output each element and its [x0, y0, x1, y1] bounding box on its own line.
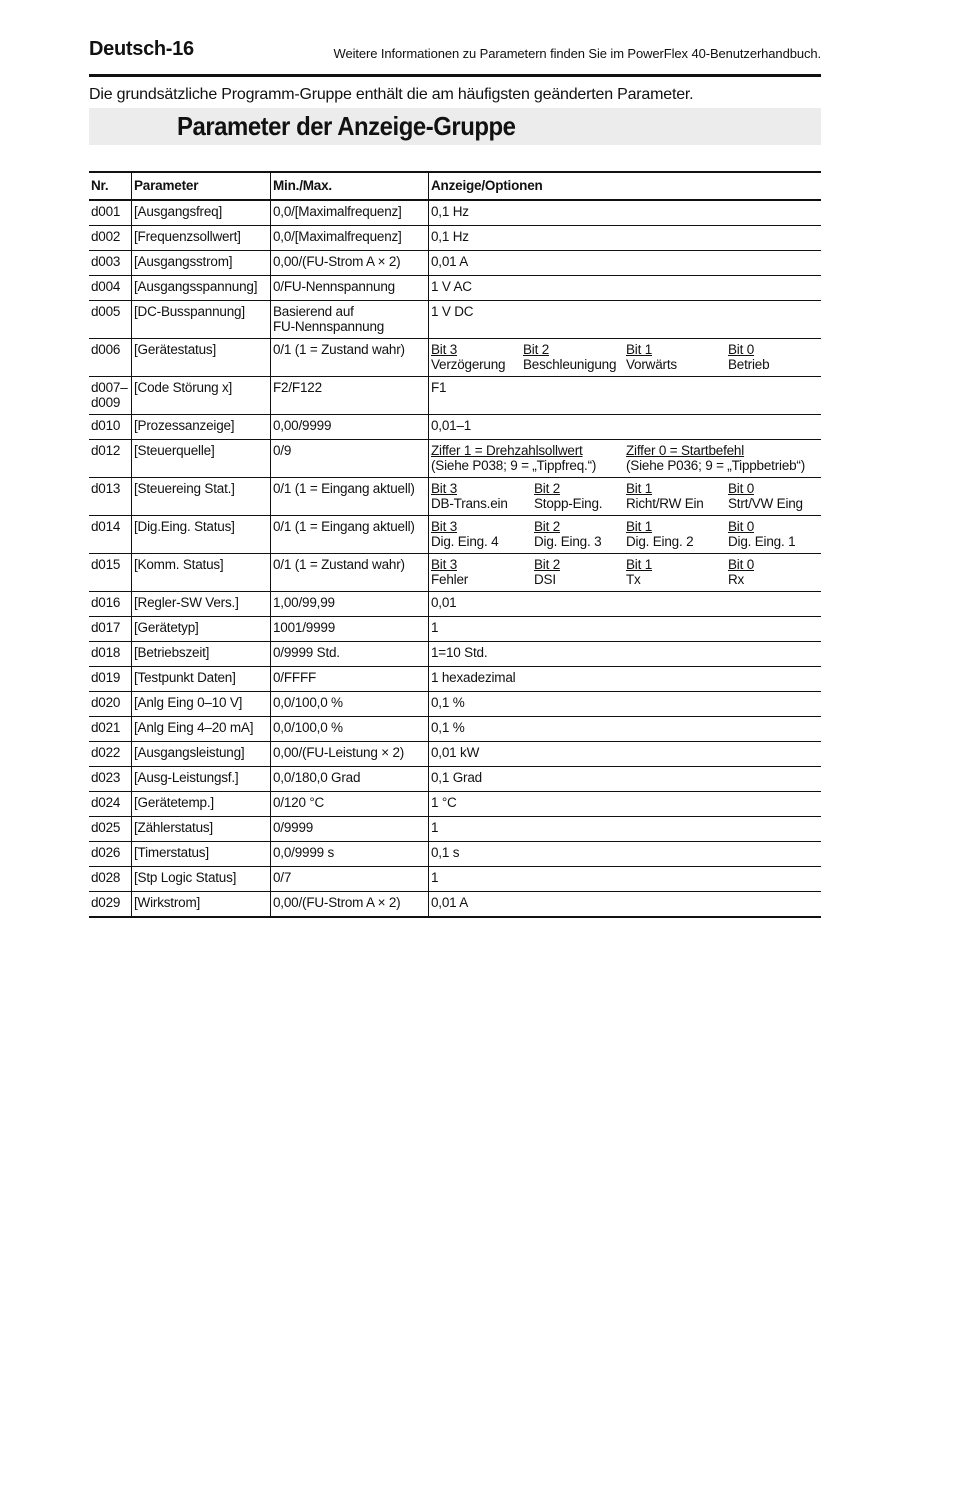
option-bit: Bit 2 [534, 518, 561, 534]
option-label: DB-Trans.ein [431, 496, 508, 511]
cell-minmax-text: 0,00/(FU-Strom A × 2) [273, 253, 401, 269]
option-item [626, 443, 805, 474]
cell-nr-text: d004 [91, 278, 121, 294]
cell-nr-text: d010 [91, 417, 121, 433]
cell-minmax [271, 414, 429, 439]
option-bit: Bit 0 [728, 341, 755, 357]
cell-minmax [271, 439, 429, 477]
cell-display [429, 477, 822, 515]
table-row [89, 300, 821, 338]
cell-nr-text: d016 [91, 594, 121, 610]
table-row [89, 866, 821, 891]
option-bit: Bit 0 [728, 518, 755, 534]
cell-nr [89, 891, 132, 917]
cell-nr-text: d012 [91, 442, 121, 458]
cell-minmax-text: F2/F122 [273, 379, 322, 395]
option-item [431, 557, 534, 588]
cell-nr [89, 275, 132, 300]
cell-minmax [271, 200, 429, 226]
cell-parameter: [Zählerstatus] [132, 816, 271, 841]
cell-parameter: [DC-Busspannung] [132, 300, 271, 338]
cell-parameter: [Anlg Eing 4–20 mA] [132, 716, 271, 741]
cell-minmax-text: 1001/9999 [273, 619, 336, 635]
cell-display: 1=10 Std. [429, 641, 822, 666]
cell-minmax-text: 0/120 °C [273, 794, 325, 810]
cell-minmax [271, 477, 429, 515]
title-band [89, 108, 821, 145]
cell-minmax-text-2: FU-Nennspannung [273, 319, 385, 334]
intro-text: Die grundsätzliche Programm-Gruppe enthält die am häufigsten geänderten Parameter. [89, 86, 694, 103]
cell-nr-text: d025 [91, 819, 121, 835]
option-bit: Bit 3 [431, 518, 458, 534]
cell-nr [89, 553, 132, 591]
cell-display: 1 [429, 616, 822, 641]
option-item [534, 519, 626, 550]
cell-nr-text: d002 [91, 228, 121, 244]
option-bit: Bit 1 [626, 480, 653, 496]
cell-minmax-text: 0/9999 Std. [273, 644, 340, 660]
cell-minmax-text: 0,0/9999 s [273, 844, 335, 860]
option-label: Rx [728, 572, 745, 587]
option-bit: Bit 3 [431, 556, 458, 572]
cell-display: 0,1 Grad [429, 766, 822, 791]
cell-minmax [271, 553, 429, 591]
cell-minmax [271, 766, 429, 791]
cell-minmax-text: 0/1 (1 = Zustand wahr) [273, 341, 405, 357]
option-label: Vorwärts [626, 357, 677, 372]
cell-parameter: [Ausgangsfreq] [132, 200, 271, 226]
cell-nr-text: d019 [91, 669, 121, 685]
cell-minmax-text: 0/1 (1 = Zustand wahr) [273, 556, 405, 572]
table-row [89, 691, 821, 716]
cell-parameter: [Ausgangsspannung] [132, 275, 271, 300]
option-item [431, 519, 534, 550]
cell-nr [89, 225, 132, 250]
cell-parameter: [Dig.Eing. Status] [132, 515, 271, 553]
option-bit: Bit 2 [534, 480, 561, 496]
cell-minmax-text: 0/FU-Nennspannung [273, 278, 395, 294]
cell-display: 0,01 A [429, 250, 822, 275]
cell-parameter: [Stp Logic Status] [132, 866, 271, 891]
option-bit: Bit 2 [523, 341, 550, 357]
cell-minmax-text: 0/7 [273, 869, 292, 885]
table-row [89, 200, 821, 226]
cell-nr [89, 741, 132, 766]
option-bit: Ziffer 1 = Drehzahlsollwert [431, 442, 583, 458]
cell-nr-text: d020 [91, 694, 121, 710]
cell-nr [89, 866, 132, 891]
table-row [89, 275, 821, 300]
cell-nr [89, 250, 132, 275]
option-bit: Bit 0 [728, 556, 755, 572]
option-bit: Bit 1 [626, 556, 653, 572]
option-label: Dig. Eing. 1 [728, 534, 796, 549]
cell-nr [89, 816, 132, 841]
option-label: DSI [534, 572, 556, 587]
option-bit: Bit 3 [431, 341, 458, 357]
options-group [431, 342, 819, 373]
option-item [626, 519, 728, 550]
cell-minmax-text: 0,0/[Maximalfrequenz] [273, 228, 402, 244]
option-item [534, 481, 626, 512]
option-label: (Siehe P036; 9 = „Tippbetrieb“) [626, 458, 806, 473]
cell-minmax [271, 791, 429, 816]
table-row [89, 553, 821, 591]
cell-nr-text: d003 [91, 253, 121, 269]
cell-parameter: [Gerätetyp] [132, 616, 271, 641]
table-row [89, 841, 821, 866]
option-item [431, 481, 534, 512]
option-item [431, 342, 523, 373]
table-row [89, 250, 821, 275]
cell-minmax [271, 741, 429, 766]
cell-display: 0,1 s [429, 841, 822, 866]
cell-minmax [271, 716, 429, 741]
option-item [728, 519, 795, 550]
cell-nr-text: d024 [91, 794, 121, 810]
cell-minmax-text: 0/1 (1 = Eingang aktuell) [273, 480, 415, 496]
column-header-minmax: Min./Max. [271, 172, 429, 200]
parameter-table [89, 171, 821, 918]
cell-display: 1 V DC [429, 300, 822, 338]
cell-minmax [271, 891, 429, 917]
options-group [431, 443, 819, 474]
cell-parameter: [Ausgangsstrom] [132, 250, 271, 275]
cell-minmax [271, 250, 429, 275]
cell-display: 0,1 % [429, 716, 822, 741]
option-item [431, 443, 626, 474]
cell-display [429, 515, 822, 553]
option-item [728, 342, 769, 373]
table-row [89, 376, 821, 414]
cell-nr-text: d005 [91, 303, 121, 319]
cell-minmax-text: 0/9 [273, 442, 292, 458]
table-row [89, 816, 821, 841]
option-bit: Bit 2 [534, 556, 561, 572]
page-header [89, 38, 821, 77]
header-note: Weitere Informationen zu Parametern finden Sie im PowerFlex 40-Benutzerhandbuch. [333, 46, 821, 61]
cell-minmax [271, 666, 429, 691]
table-row [89, 641, 821, 666]
option-item [626, 481, 728, 512]
option-label: Dig. Eing. 2 [626, 534, 694, 549]
cell-minmax-text: 0,0/100,0 % [273, 719, 343, 735]
section-title: Parameter der Anzeige-Gruppe [177, 111, 516, 141]
cell-minmax-text: 0,00/9999 [273, 417, 332, 433]
cell-minmax [271, 866, 429, 891]
option-bit: Bit 3 [431, 480, 458, 496]
cell-nr-text: d017 [91, 619, 121, 635]
option-label: Strt/VW Eing [728, 496, 803, 511]
cell-minmax-text: 0/1 (1 = Eingang aktuell) [273, 518, 415, 534]
cell-nr [89, 200, 132, 226]
option-item [728, 557, 754, 588]
cell-nr-text: d014 [91, 518, 121, 534]
cell-minmax-text: Basierend auf [273, 303, 354, 319]
cell-minmax [271, 616, 429, 641]
cell-minmax [271, 841, 429, 866]
cell-nr-text: d007– [91, 379, 128, 395]
cell-nr [89, 591, 132, 616]
cell-nr [89, 691, 132, 716]
cell-nr-text: d013 [91, 480, 121, 496]
cell-parameter: [Anlg Eing 0–10 V] [132, 691, 271, 716]
cell-parameter: [Regler-SW Vers.] [132, 591, 271, 616]
cell-parameter: [Gerätestatus] [132, 338, 271, 376]
table-row [89, 741, 821, 766]
option-label: Tx [626, 572, 641, 587]
cell-nr-text: d022 [91, 744, 121, 760]
cell-parameter: [Betriebszeit] [132, 641, 271, 666]
cell-parameter: [Timerstatus] [132, 841, 271, 866]
cell-minmax [271, 338, 429, 376]
table-row [89, 591, 821, 616]
cell-parameter: [Ausgangsleistung] [132, 741, 271, 766]
table-body [89, 200, 821, 917]
cell-display [429, 553, 822, 591]
cell-nr-text-2: d009 [91, 395, 121, 410]
cell-minmax [271, 300, 429, 338]
table-row [89, 439, 821, 477]
option-item [523, 342, 626, 373]
table-row [89, 616, 821, 641]
cell-display: 0,01 [429, 591, 822, 616]
table-header-row [89, 172, 821, 200]
cell-nr-text: d006 [91, 341, 121, 357]
cell-parameter: [Code Störung x] [132, 376, 271, 414]
option-bit: Bit 1 [626, 341, 653, 357]
cell-nr-text: d001 [91, 203, 121, 219]
options-group [431, 481, 819, 512]
cell-parameter: [Steuereing Stat.] [132, 477, 271, 515]
cell-nr [89, 376, 132, 414]
cell-nr [89, 477, 132, 515]
cell-nr-text: d026 [91, 844, 121, 860]
cell-minmax-text: 0,0/100,0 % [273, 694, 343, 710]
table-row [89, 766, 821, 791]
cell-parameter: [Frequenzsollwert] [132, 225, 271, 250]
table-row [89, 338, 821, 376]
option-label: Richt/RW Ein [626, 496, 704, 511]
cell-minmax-text: 0,00/(FU-Strom A × 2) [273, 894, 401, 910]
option-label: Betrieb [728, 357, 770, 372]
table-row [89, 515, 821, 553]
option-label: Verzögerung [431, 357, 506, 372]
table-row [89, 666, 821, 691]
page-number: Deutsch-16 [89, 38, 194, 60]
option-bit: Ziffer 0 = Startbefehl [626, 442, 745, 458]
cell-minmax [271, 225, 429, 250]
option-label: Fehler [431, 572, 469, 587]
option-label: Dig. Eing. 4 [431, 534, 499, 549]
cell-display: 1 °C [429, 791, 822, 816]
cell-nr [89, 338, 132, 376]
option-label: Dig. Eing. 3 [534, 534, 602, 549]
cell-minmax-text: 0/9999 [273, 819, 314, 835]
column-header-parameter: Parameter [132, 172, 271, 200]
cell-minmax-text: 1,00/99,99 [273, 594, 335, 610]
cell-minmax [271, 515, 429, 553]
cell-nr [89, 641, 132, 666]
cell-display: 1 hexadezimal [429, 666, 822, 691]
cell-minmax [271, 591, 429, 616]
cell-minmax-text: 0/FFFF [273, 669, 317, 685]
cell-nr-text: d021 [91, 719, 121, 735]
cell-display [429, 338, 822, 376]
cell-nr [89, 515, 132, 553]
table-row [89, 414, 821, 439]
cell-nr-text: d028 [91, 869, 121, 885]
column-header-display: Anzeige/Optionen [429, 172, 822, 200]
cell-parameter: [Wirkstrom] [132, 891, 271, 917]
cell-nr [89, 841, 132, 866]
cell-display: 1 V AC [429, 275, 822, 300]
table-row [89, 891, 821, 917]
cell-parameter: [Ausg-Leistungsf.] [132, 766, 271, 791]
options-group [431, 519, 819, 550]
cell-display: 0,01 kW [429, 741, 822, 766]
option-item [728, 481, 803, 512]
option-item [626, 342, 728, 373]
cell-nr [89, 414, 132, 439]
cell-parameter: [Steuerquelle] [132, 439, 271, 477]
cell-display: 0,1 Hz [429, 200, 822, 226]
cell-minmax [271, 816, 429, 841]
cell-display: F1 [429, 376, 822, 414]
cell-nr [89, 300, 132, 338]
cell-nr [89, 666, 132, 691]
option-label: Beschleunigung [523, 357, 617, 372]
cell-parameter: [Komm. Status] [132, 553, 271, 591]
cell-minmax-text: 0,0/[Maximalfrequenz] [273, 203, 402, 219]
cell-nr [89, 616, 132, 641]
option-bit: Bit 1 [626, 518, 653, 534]
cell-minmax-text: 0,00/(FU-Leistung × 2) [273, 744, 405, 760]
cell-display: 0,01–1 [429, 414, 822, 439]
option-bit: Bit 0 [728, 480, 755, 496]
cell-display: 0,1 Hz [429, 225, 822, 250]
cell-nr [89, 766, 132, 791]
cell-minmax [271, 641, 429, 666]
table-row [89, 716, 821, 741]
cell-display: 1 [429, 866, 822, 891]
cell-display: 0,01 A [429, 891, 822, 917]
table-row [89, 477, 821, 515]
cell-parameter: [Gerätetemp.] [132, 791, 271, 816]
cell-minmax [271, 376, 429, 414]
cell-minmax [271, 691, 429, 716]
option-label: (Siehe P038; 9 = „Tippfreq.“) [431, 458, 597, 473]
cell-nr [89, 439, 132, 477]
cell-nr-text: d015 [91, 556, 121, 572]
cell-minmax-text: 0,0/180,0 Grad [273, 769, 361, 785]
cell-minmax [271, 275, 429, 300]
cell-nr [89, 791, 132, 816]
option-item [626, 557, 728, 588]
cell-display [429, 439, 822, 477]
table-row [89, 225, 821, 250]
options-group [431, 557, 819, 588]
cell-nr-text: d029 [91, 894, 121, 910]
option-label: Stopp-Eing. [534, 496, 603, 511]
cell-nr-text: d018 [91, 644, 121, 660]
cell-parameter: [Prozessanzeige] [132, 414, 271, 439]
cell-parameter: [Testpunkt Daten] [132, 666, 271, 691]
table-row [89, 791, 821, 816]
option-item [534, 557, 626, 588]
cell-display: 1 [429, 816, 822, 841]
cell-display: 0,1 % [429, 691, 822, 716]
cell-nr [89, 716, 132, 741]
cell-nr-text: d023 [91, 769, 121, 785]
column-header-nr: Nr. [89, 172, 132, 200]
